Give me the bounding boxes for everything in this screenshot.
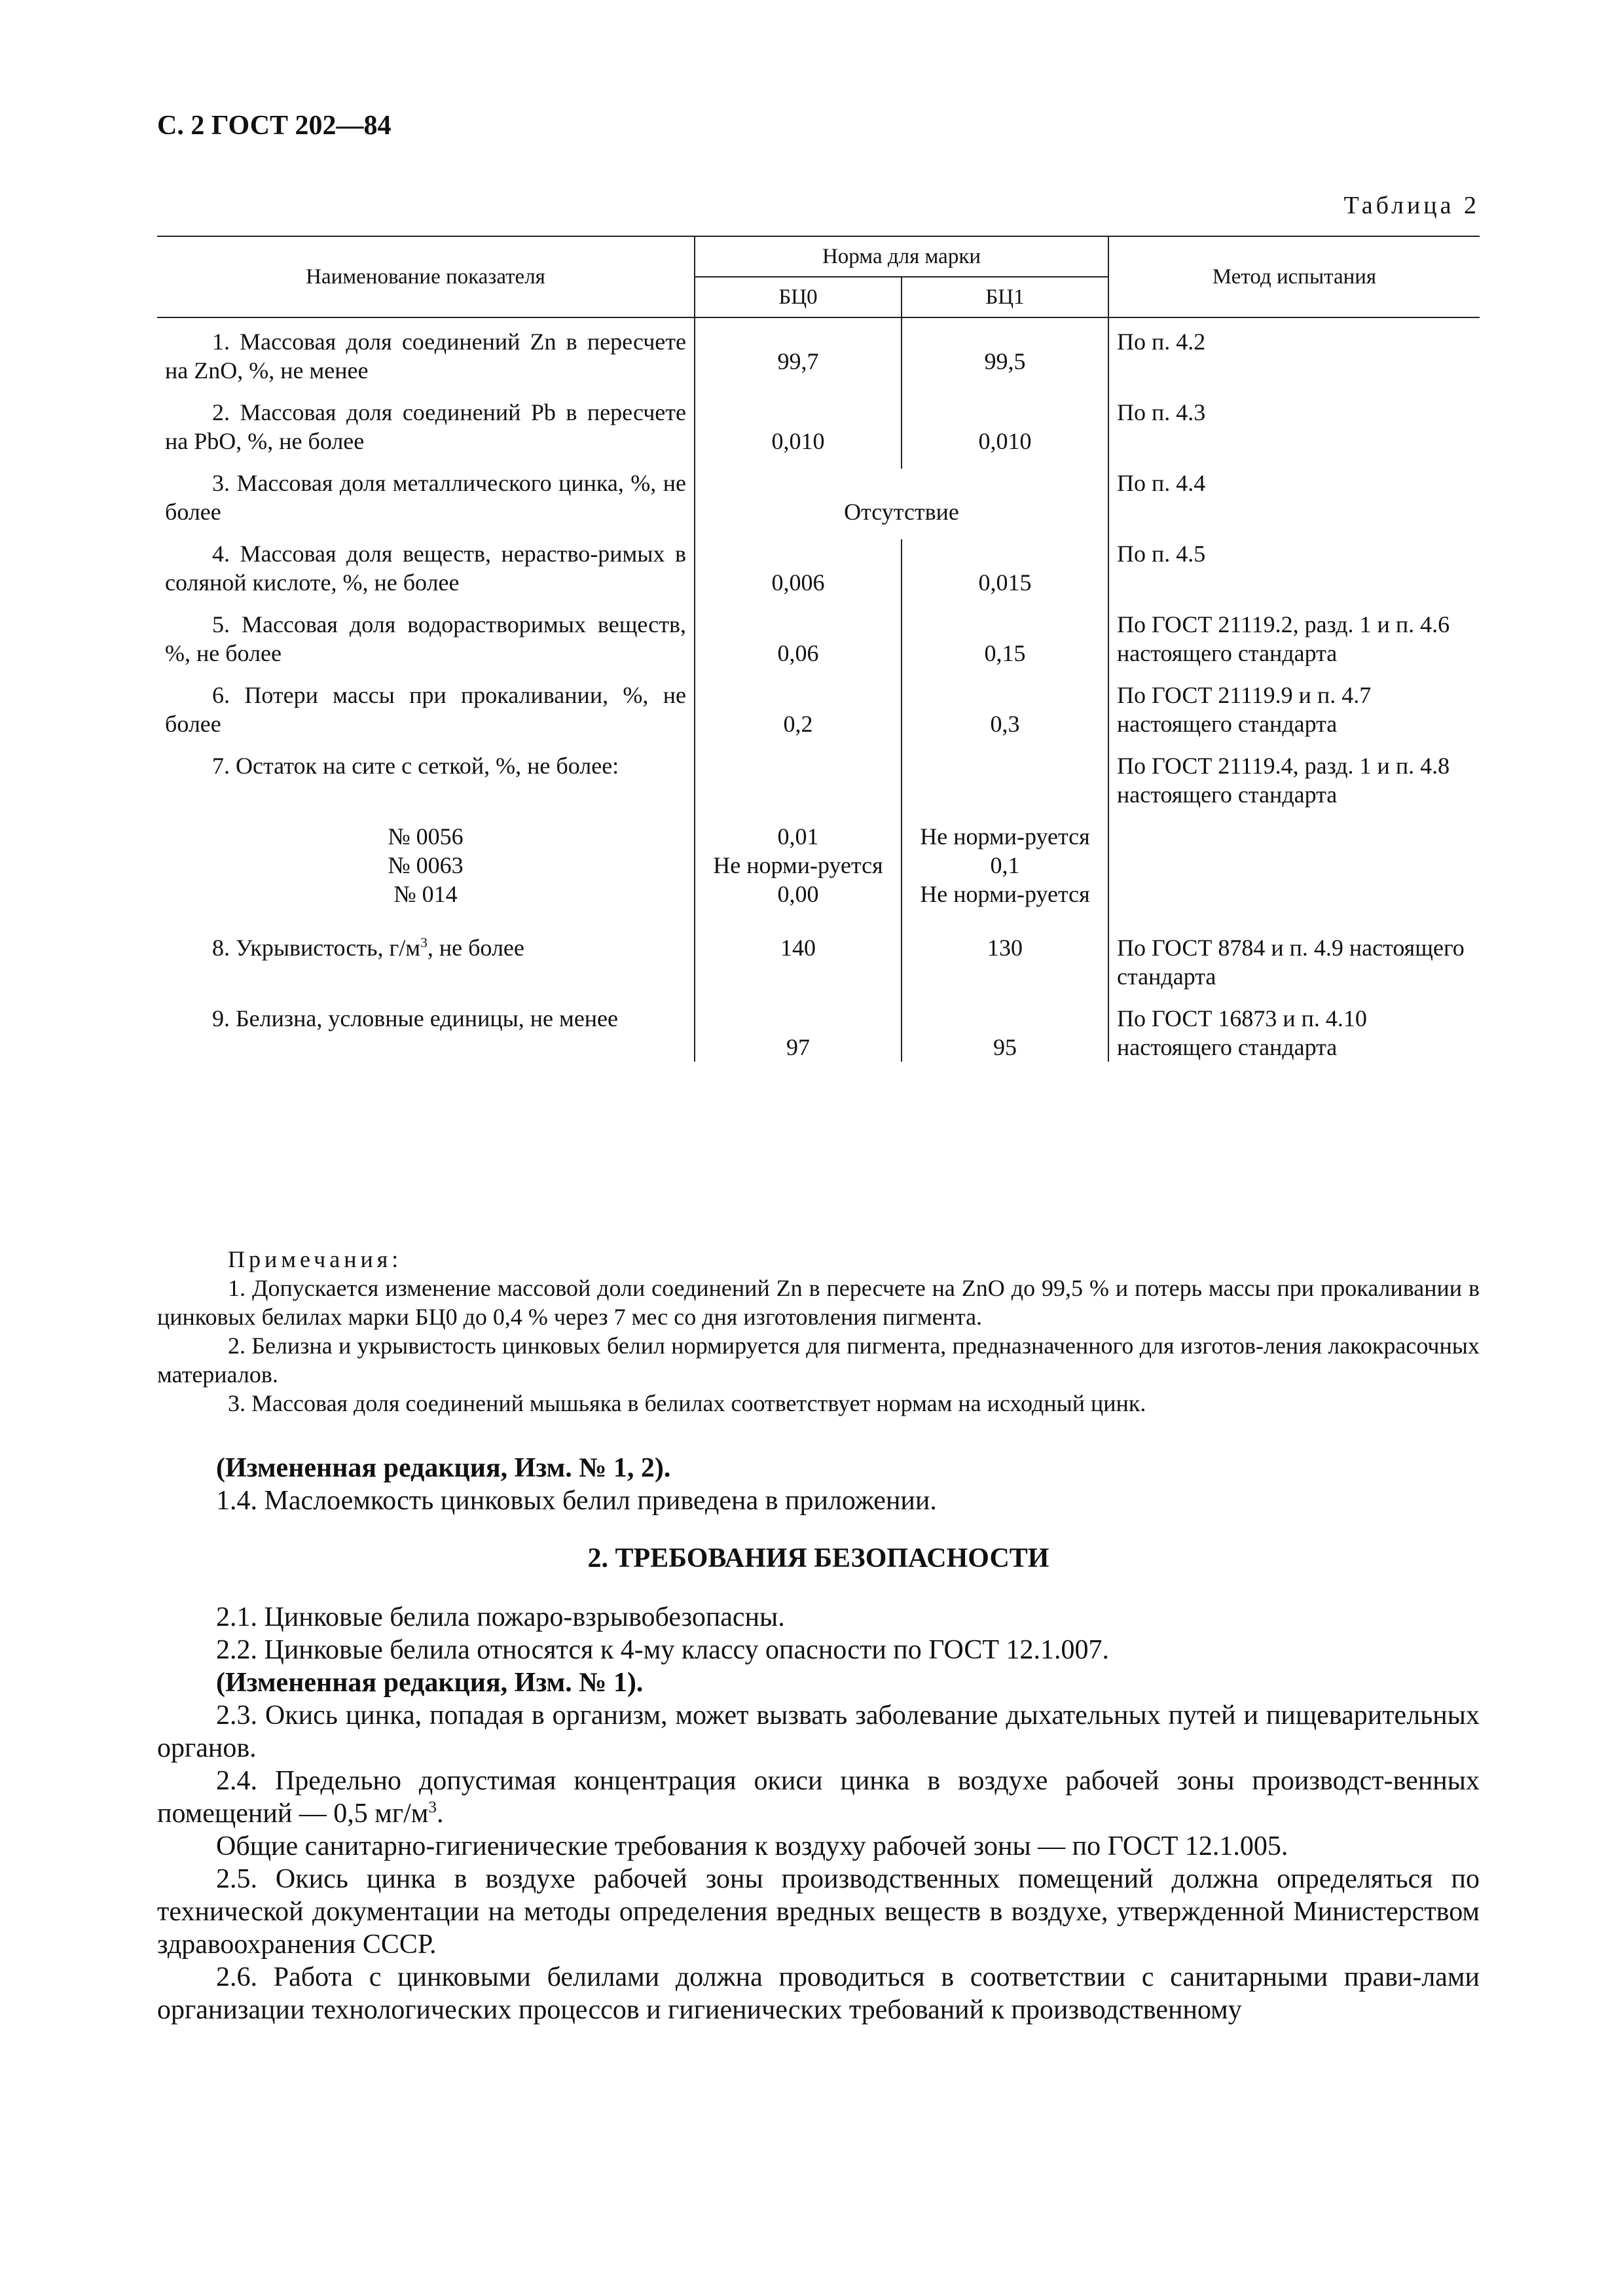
notes-title: Примечания: <box>228 1246 403 1272</box>
value-bc0: 97 <box>695 1004 902 1062</box>
paragraph: 2.5. Окись цинка в воздухе рабочей зоны производственных помещений должна определяться по технической документации на методы определения вредных веществ в воздухе, утвержденной Министерством здравоохранения СССР. <box>157 1864 1480 1960</box>
value-bc1: 0,1 <box>902 851 1108 880</box>
row-name: 8. Укрывистость, $г/м^3$, не более <box>212 935 524 961</box>
value-bc1: 0,3 <box>902 681 1108 751</box>
row-name: 5. Массовая доля водорастворимых веществ, %, не более <box>165 611 686 666</box>
table-row <box>157 1004 1480 1062</box>
row-method: По п. 4.5 <box>1108 539 1480 610</box>
value-bc0: 0,00 <box>695 880 902 922</box>
row-name: 7. Остаток на сите с сеткой, %, не более: <box>212 753 619 779</box>
row-method: По ГОСТ 8784 и п. 4.9 настоящего стандарта <box>1108 922 1480 1004</box>
row-name: 6. Потери массы при прокаливании, %, не более <box>165 682 686 737</box>
table-row <box>157 751 1480 822</box>
page-header: С. 2 ГОСТ 202—84 <box>157 111 392 141</box>
value-bc0: Не норми-руется <box>695 851 902 880</box>
paragraph: 2.4. Предельно допустимая концентрация окиси цинка в воздухе рабочей зоны производст-венных помещений — 0,5 $мг/м^3$. <box>157 1766 1480 1829</box>
col-header-mark-bc1: БЦ1 <box>902 277 1108 317</box>
table-row <box>157 851 1480 880</box>
note-item: 1. Допускается изменение массовой доли соединений Zn в пересчете на ZnO до 99,5 % и потерь массы при прокаливании в цинковых белилах марки БЦ0 до 0,4 % через 7 мес со дня изготовления пигмента. <box>157 1275 1480 1330</box>
row-name: 1. Массовая доля соединений Zn в пересчете на ZnO, %, не менее <box>165 329 686 384</box>
value-bc0: 0,01 <box>695 822 902 851</box>
value-bc1: 99,5 <box>902 317 1108 398</box>
paragraph: Общие санитарно-гигиенические требования к воздуху рабочей зоны — по ГОСТ 12.1.005. <box>216 1831 1288 1861</box>
table-row <box>157 822 1480 851</box>
value-bc1: 0,015 <box>902 539 1108 610</box>
body-text <box>157 1452 1480 2026</box>
col-header-method: Метод испытания <box>1108 236 1480 317</box>
value-bc0: 0,2 <box>695 681 902 751</box>
row-name: 9. Белизна, условные единицы, не менее <box>212 1005 619 1031</box>
value-bc1: 130 <box>902 922 1108 1004</box>
table-row <box>157 922 1480 1004</box>
row-method: По ГОСТ 21119.9 и п. 4.7 настоящего стандарта <box>1108 681 1480 751</box>
value-merged: Отсутствие <box>695 469 1108 539</box>
row-method: По ГОСТ 21119.4, разд. 1 и п. 4.8 настоящего стандарта <box>1108 751 1480 822</box>
table-row <box>157 880 1480 922</box>
table-row <box>157 398 1480 469</box>
row-name: 2. Массовая доля соединений Pb в пересчете на PbO, %, не более <box>165 399 686 454</box>
table-row <box>157 317 1480 398</box>
row-method: По п. 4.4 <box>1108 469 1480 539</box>
row-name: 3. Массовая доля металлического цинка, %, не более <box>165 470 686 525</box>
spec-table <box>157 236 1480 1062</box>
col-header-name: Наименование показателя <box>157 236 695 317</box>
value-bc1: 0,010 <box>902 398 1108 469</box>
sieve-label: № 0063 <box>388 852 464 878</box>
table-caption: Таблица 2 <box>1343 192 1480 219</box>
sieve-label: № 0056 <box>388 823 464 850</box>
table-row <box>157 539 1480 610</box>
value-bc1: 95 <box>902 1004 1108 1062</box>
row-method: По п. 4.2 <box>1108 317 1480 398</box>
sieve-label: № 014 <box>393 881 458 907</box>
table-row <box>157 469 1480 539</box>
row-method: По ГОСТ 16873 и п. 4.10 настоящего стандарта <box>1108 1004 1480 1062</box>
note-item: 3. Массовая доля соединений мышьяка в белилах соответствует нормам на исходный цинк. <box>228 1390 1146 1416</box>
col-header-norm: Норма для марки <box>695 236 1108 277</box>
notes-block <box>157 1245 1480 1418</box>
paragraph: 1.4. Маслоемкость цинковых белил приведена в приложении. <box>216 1486 937 1516</box>
paragraph: 2.2. Цинковые белила относятся к 4-му классу опасности по ГОСТ 12.1.007. <box>216 1635 1110 1665</box>
table-row <box>157 681 1480 751</box>
value-bc1: Не норми-руется <box>902 822 1108 851</box>
value-bc1: Не норми-руется <box>902 880 1108 922</box>
value-bc0: 0,010 <box>695 398 902 469</box>
paragraph: 2.3. Окись цинка, попадая в организм, может вызвать заболевание дыхательных путей и пищеварительных органов. <box>157 1700 1480 1763</box>
value-bc0: 0,06 <box>695 610 902 681</box>
paragraph: 2.6. Работа с цинковыми белилами должна проводиться в соответствии с санитарными прави-лами организации технологических процессов и гигиенических требований к производственному <box>157 1962 1480 2025</box>
value-bc1: 0,15 <box>902 610 1108 681</box>
note-item: 2. Белизна и укрывистость цинковых белил нормируется для пигмента, предназначенного для изготов-ления лакокрасочных материалов. <box>157 1333 1480 1388</box>
value-bc0: 140 <box>695 922 902 1004</box>
value-bc0: 99,7 <box>695 317 902 398</box>
row-name: 4. Массовая доля веществ, нераство-римых в соляной кислоте, %, не более <box>165 541 686 596</box>
amendment-note: (Измененная редакция, Изм. № 1). <box>216 1668 644 1698</box>
paragraph: 2.1. Цинковые белила пожаро-взрывобезопасны. <box>216 1602 785 1632</box>
amendment-note: (Измененная редакция, Изм. № 1, 2). <box>216 1453 671 1483</box>
row-method: По п. 4.3 <box>1108 398 1480 469</box>
col-header-mark-bc0: БЦ0 <box>695 277 902 317</box>
section-title: 2. ТРЕБОВАНИЯ БЕЗОПАСНОСТИ <box>587 1543 1049 1573</box>
value-bc0: 0,006 <box>695 539 902 610</box>
row-method: По ГОСТ 21119.2, разд. 1 и п. 4.6 настоящего стандарта <box>1108 610 1480 681</box>
table-row <box>157 610 1480 681</box>
